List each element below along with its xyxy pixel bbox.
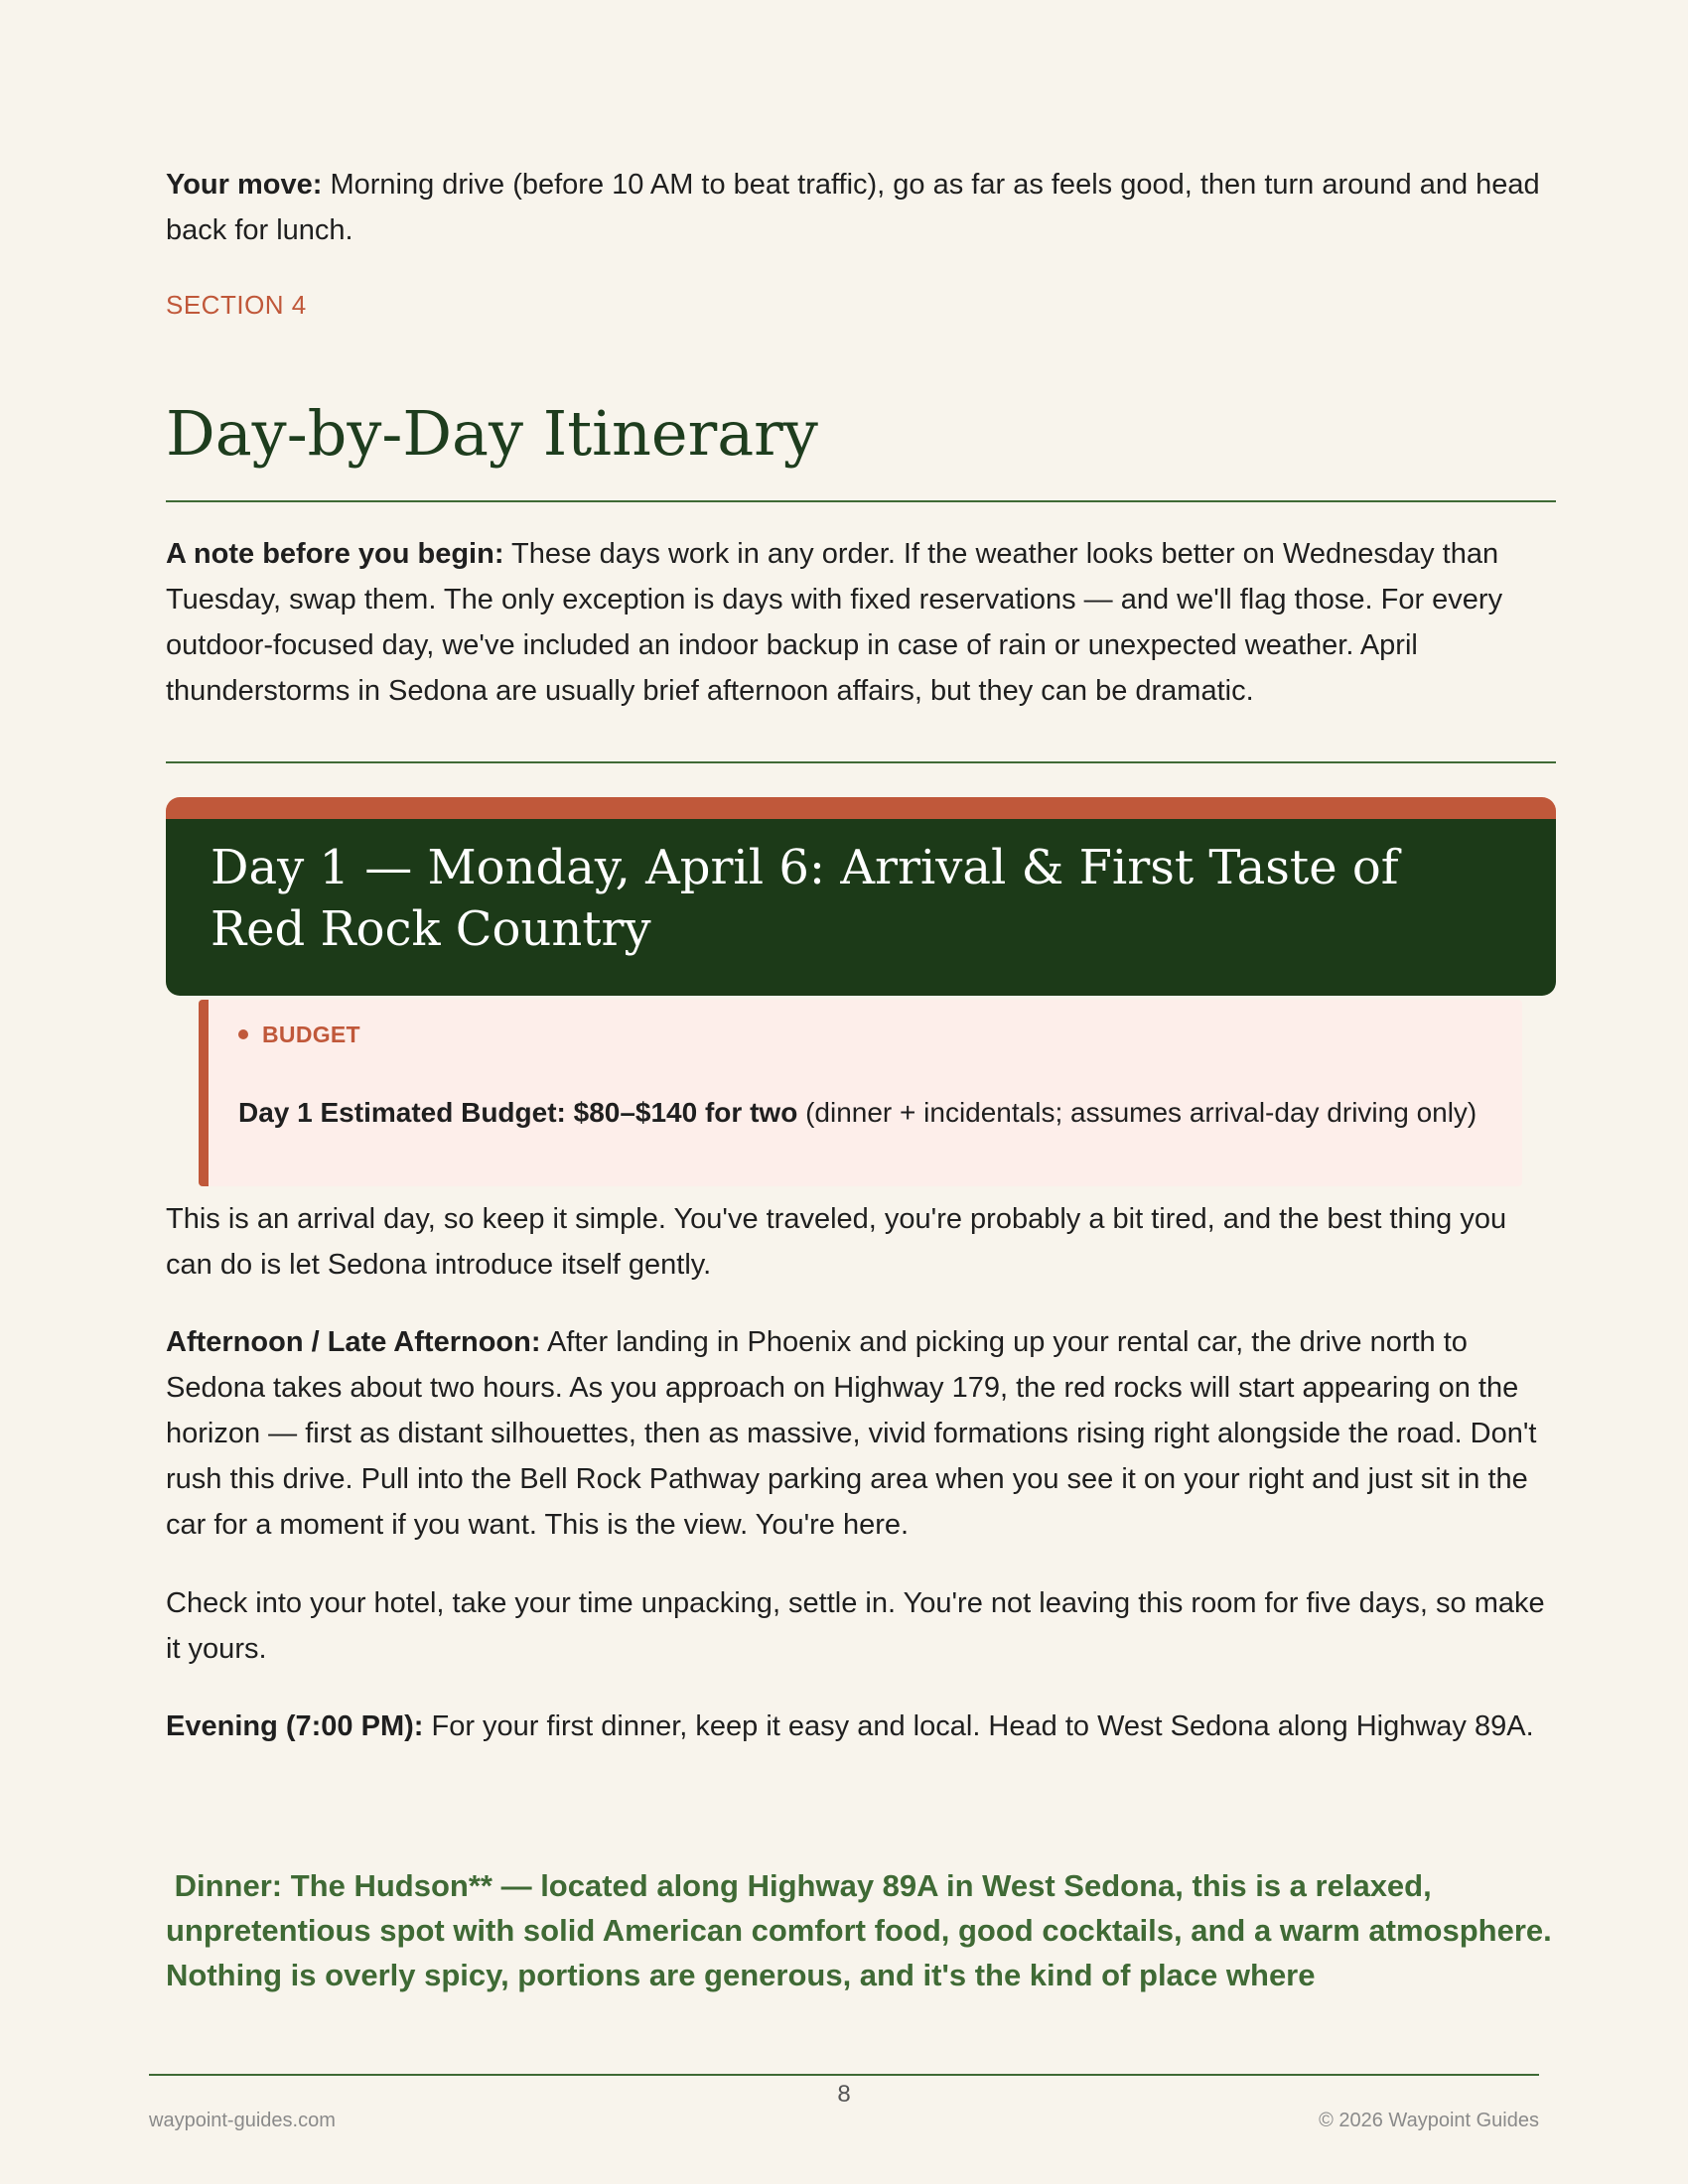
section-divider bbox=[166, 761, 1556, 763]
note-text: These days work in any order. If the weather looks better on Wednesday than Tuesday, swap them. The only exception is days with fixed reservations — and we'll flag those. For every outdoor-focused day, we've included an indoor backup in case of rain or unexpected weather. April thunderstorms in Sedona are usually brief afternoon affairs, but they can be dramatic. bbox=[166, 538, 1503, 707]
section-divider bbox=[166, 500, 1556, 502]
bullet-dot-icon bbox=[238, 1029, 248, 1039]
budget-label bbox=[238, 1022, 360, 1048]
page-number: 8 bbox=[837, 2081, 851, 2108]
evening-label: Evening (7:00 PM): bbox=[166, 1710, 424, 1742]
move-text: Morning drive (before 10 AM to beat traffic), go as far as feels good, then turn around and head back for lunch. bbox=[166, 169, 1540, 246]
footer-copyright: © 2026 Waypoint Guides bbox=[1319, 2110, 1539, 2131]
intro-move-paragraph bbox=[166, 162, 1556, 253]
budget-bold: Day 1 Estimated Budget: $80–$140 for two bbox=[238, 1097, 798, 1128]
budget-text bbox=[238, 1091, 1479, 1134]
afternoon-text: After landing in Phoenix and picking up your rental car, the drive north to Sedona takes about two hours. As you approach on Highway 179, the red rocks will start appearing on the horizon — first as distant silhouettes, then as massive, vivid formations rising right alongside the road. Don't rush this drive. Pull into the Bell Rock Pathway parking area when you see it on your right and just sit in the car for a moment if you want. This is the view. You're here. bbox=[166, 1326, 1537, 1541]
move-label: Your move: bbox=[166, 169, 323, 201]
afternoon-label: Afternoon / Late Afternoon: bbox=[166, 1326, 541, 1358]
budget-label-text: BUDGET bbox=[262, 1022, 360, 1047]
budget-callout bbox=[199, 1000, 1522, 1186]
section-label: SECTION 4 bbox=[166, 290, 307, 320]
checkin-paragraph: Check into your hotel, take your time unpacking, settle in. You're not leaving this room for five days, so make it yours. bbox=[166, 1587, 1545, 1665]
afternoon-paragraph bbox=[166, 1319, 1556, 1548]
note-label: A note before you begin: bbox=[166, 538, 504, 570]
day-header-card bbox=[166, 797, 1556, 996]
arrival-paragraph: This is an arrival day, so keep it simple. You've traveled, you're probably a bit tired, and the best thing you can do is let Sedona introduce itself gently. bbox=[166, 1203, 1507, 1281]
note-paragraph bbox=[166, 531, 1556, 714]
budget-detail: (dinner + incidentals; assumes arrival-day driving only) bbox=[797, 1097, 1477, 1128]
footer-site: waypoint-guides.com bbox=[149, 2110, 336, 2131]
dinner-highlight: Dinner: The Hudson** — located along Highway 89A in West Sedona, this is a relaxed, unpretentious spot with solid American comfort food, good cocktails, and a warm atmosphere. Nothing is overly spicy, portions are generous, and it's the kind of place where bbox=[166, 1868, 1561, 1992]
day-title: Day 1 — Monday, April 6: Arrival & First Taste of Red Rock Country bbox=[211, 840, 1399, 957]
evening-text: For your first dinner, keep it easy and local. Head to West Sedona along Highway 89A. bbox=[423, 1710, 1534, 1742]
footer-divider bbox=[149, 2074, 1539, 2076]
section-title: Day-by-Day Itinerary bbox=[166, 397, 818, 470]
evening-paragraph bbox=[166, 1704, 1556, 1749]
